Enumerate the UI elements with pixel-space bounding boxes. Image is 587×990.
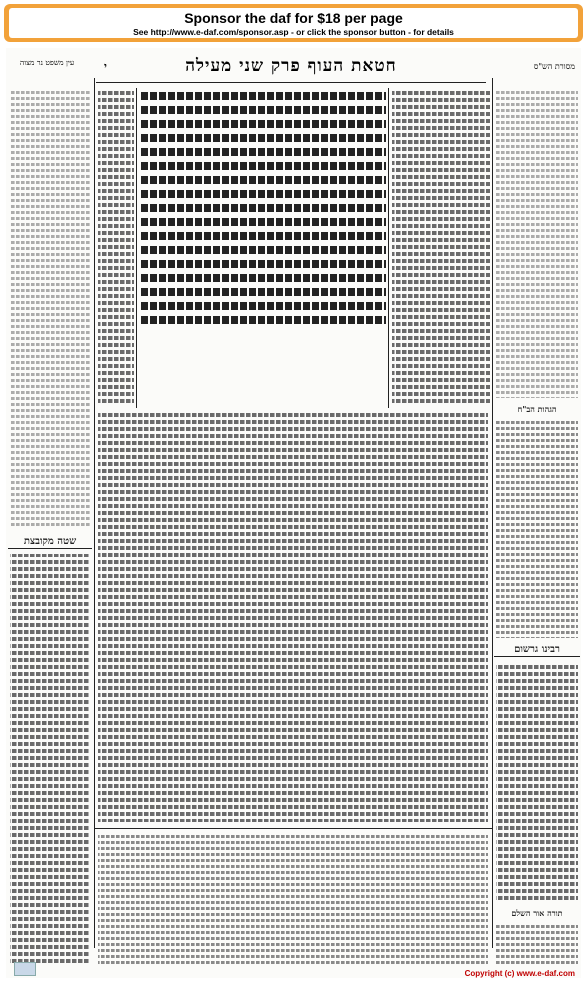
sponsor-banner[interactable]: [4, 4, 583, 42]
copyright-notice[interactable]: Copyright (c) www.e-daf.com: [464, 969, 575, 978]
page-title: חטאת העוף פרק שני מעילה: [185, 56, 397, 76]
torah-or-hashalem-heading: תורה אור השלם: [511, 908, 563, 918]
banner-subtitle[interactable]: See http://www.e-daf.com/sponsor.asp - or click the sponsor button - for details: [133, 27, 454, 37]
masoret-hashas-label: מסורת הש"ס: [533, 62, 575, 71]
rabbenu-gershom-heading: רבינו גרשום: [514, 644, 560, 655]
sponsor-logo-icon[interactable]: [14, 962, 36, 976]
shita-mekubetzet-heading: שטה מקובצת: [23, 536, 77, 547]
banner-title[interactable]: Sponsor the daf for $18 per page: [184, 10, 403, 26]
hagahot-habach-heading: הגהות הב"ח: [517, 404, 557, 414]
ein-mishpat-label: עין משפט נר מצוה: [19, 58, 75, 67]
text-texture: [6, 48, 581, 978]
talmud-page-image: [6, 48, 581, 978]
page-number: י: [104, 60, 107, 73]
